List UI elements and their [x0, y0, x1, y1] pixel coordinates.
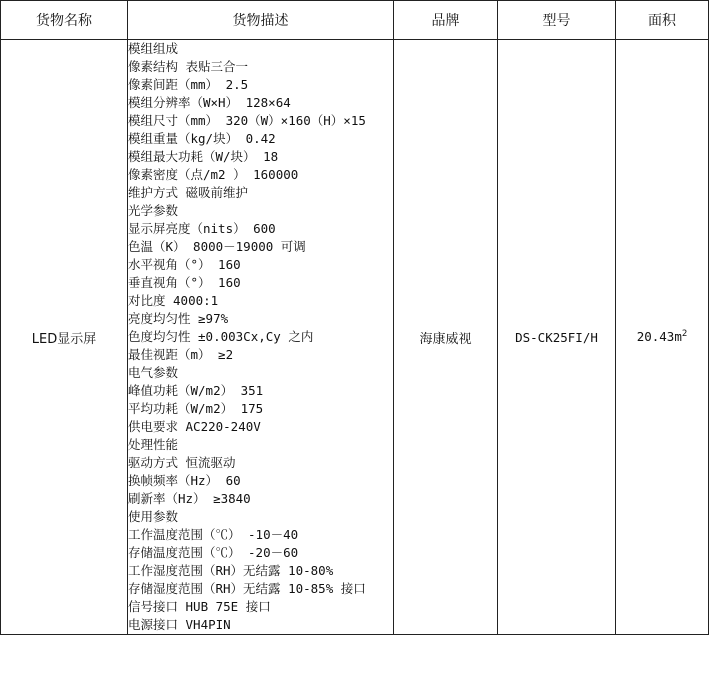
description-line: 水平视角（°） 160 — [128, 257, 241, 272]
description-line: 最佳视距（m） ≥2 — [128, 347, 234, 362]
description-line: 光学参数 — [128, 203, 179, 218]
header-area: 面积 — [616, 1, 709, 40]
area-unit-superscript: 2 — [681, 329, 688, 340]
description-line: 色度均匀性 ±0.003Cx,Cy 之内 — [128, 329, 314, 344]
description-line: 刷新率（Hz） ≥3840 — [128, 491, 251, 506]
description-line: 亮度均匀性 ≥97% — [128, 311, 229, 326]
description-line: 像素密度（点/m2 ） 160000 — [128, 167, 299, 182]
description-line: 垂直视角（°） 160 — [128, 275, 241, 290]
cell-area — [616, 40, 709, 635]
description-line: 存储温度范围（℃） -20－60 — [128, 545, 299, 560]
description-line: 存储湿度范围（RH）无结露 10-85% 接口 — [128, 581, 366, 596]
cell-goods-description — [128, 40, 394, 635]
table-row — [1, 40, 709, 635]
header-brand: 品牌 — [394, 1, 498, 40]
description-line: 维护方式 磁吸前维护 — [128, 185, 249, 200]
description-line: 像素结构 表贴三合一 — [128, 59, 249, 74]
description-line: 平均功耗（W/m2） 175 — [128, 401, 264, 416]
description-line: 色温（K） 8000－19000 可调 — [128, 239, 306, 254]
description-line: 显示屏亮度（nits） 600 — [128, 221, 276, 236]
description-line: 信号接口 HUB 75E 接口 — [128, 599, 271, 614]
description-line: 模组重量（kg/块） 0.42 — [128, 131, 276, 146]
description-line: 供电要求 AC220-240V — [128, 419, 261, 434]
description-line: 模组尺寸（mm） 320（W）×160（H）×15 — [128, 113, 366, 128]
header-model: 型号 — [498, 1, 616, 40]
description-line: 工作温度范围（℃） -10－40 — [128, 527, 299, 542]
description-line: 使用参数 — [128, 509, 179, 524]
description-line: 对比度 4000:1 — [128, 293, 219, 308]
header-goods-description: 货物描述 — [128, 1, 394, 40]
header-row — [1, 1, 709, 40]
cell-model: DS-CK25FI/H — [498, 40, 616, 635]
description-line: 电源接口 VH4PIN — [128, 617, 231, 632]
description-line: 工作湿度范围（RH）无结露 10-80% — [128, 563, 334, 578]
header-goods-name: 货物名称 — [1, 1, 128, 40]
description-line: 处理性能 — [128, 437, 179, 452]
description-line: 驱动方式 恒流驱动 — [128, 455, 236, 470]
description-line: 模组最大功耗（W/块） 18 — [128, 149, 279, 164]
description-list — [128, 40, 393, 634]
area-value: 20.43m — [636, 329, 682, 345]
cell-goods-name: LED显示屏 — [1, 40, 128, 635]
description-line: 像素间距（mm） 2.5 — [128, 77, 249, 92]
cell-brand: 海康威视 — [394, 40, 498, 635]
description-line: 模组分辨率（W×H） 128×64 — [128, 95, 291, 110]
description-line: 模组组成 — [128, 41, 179, 56]
description-line: 换帧频率（Hz） 60 — [128, 473, 241, 488]
description-line: 电气参数 — [128, 365, 179, 380]
description-line: 峰值功耗（W/m2） 351 — [128, 383, 264, 398]
